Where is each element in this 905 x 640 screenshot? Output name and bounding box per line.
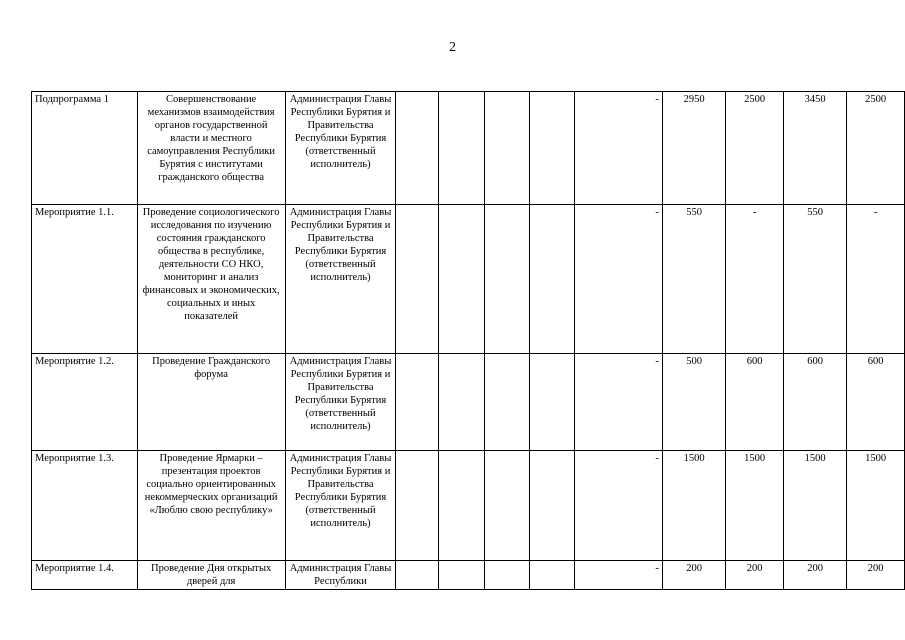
empty-cell: [529, 451, 574, 561]
dash-cell: -: [575, 451, 663, 561]
empty-cell: [485, 561, 529, 590]
value-cell: 550: [662, 205, 725, 354]
dash-cell: -: [575, 205, 663, 354]
row-executor: Администрация Главы Республики Бурятия и Правительства Республики Бурятия (ответственный исполнитель): [285, 205, 396, 354]
empty-cell: [529, 354, 574, 451]
row-description: Проведение Дня открытых дверей для: [137, 561, 285, 590]
empty-cell: [485, 205, 529, 354]
table-row: [32, 451, 905, 561]
table-row: [32, 92, 905, 205]
row-name: Мероприятие 1.2.: [32, 354, 138, 451]
empty-cell: [396, 561, 438, 590]
program-budget-table: [31, 91, 905, 590]
dash-cell: -: [575, 354, 663, 451]
row-executor: Администрация Главы Республики: [285, 561, 396, 590]
value-cell: 2500: [726, 92, 784, 205]
value-cell: 200: [662, 561, 725, 590]
table-row: [32, 354, 905, 451]
value-cell: 2950: [662, 92, 725, 205]
empty-cell: [485, 354, 529, 451]
row-executor: Администрация Главы Республики Бурятия и Правительства Республики Бурятия (ответственный исполнитель): [285, 354, 396, 451]
empty-cell: [529, 92, 574, 205]
empty-cell: [529, 205, 574, 354]
row-executor: Администрация Главы Республики Бурятия и Правительства Республики Бурятия (ответственный исполнитель): [285, 92, 396, 205]
empty-cell: [438, 451, 484, 561]
empty-cell: [529, 561, 574, 590]
value-cell: 200: [847, 561, 905, 590]
value-cell: 600: [783, 354, 846, 451]
dash-cell: -: [575, 561, 663, 590]
page-number: 2: [449, 40, 456, 55]
empty-cell: [438, 92, 484, 205]
empty-cell: [396, 92, 438, 205]
value-cell: 1500: [783, 451, 846, 561]
value-cell: -: [847, 205, 905, 354]
row-name: Подпрограмма 1: [32, 92, 138, 205]
value-cell: 200: [726, 561, 784, 590]
row-executor: Администрация Главы Республики Бурятия и Правительства Республики Бурятия (ответственный исполнитель): [285, 451, 396, 561]
empty-cell: [438, 205, 484, 354]
table-row: [32, 205, 905, 354]
value-cell: 1500: [662, 451, 725, 561]
empty-cell: [438, 354, 484, 451]
value-cell: 500: [662, 354, 725, 451]
empty-cell: [485, 451, 529, 561]
value-cell: 2500: [847, 92, 905, 205]
empty-cell: [438, 561, 484, 590]
value-cell: 1500: [726, 451, 784, 561]
row-name: Мероприятие 1.1.: [32, 205, 138, 354]
table-row: [32, 561, 905, 590]
empty-cell: [485, 92, 529, 205]
empty-cell: [396, 354, 438, 451]
value-cell: 550: [783, 205, 846, 354]
row-description: Проведение Ярмарки – презентация проектов социально ориентированных некоммерческих организаций «Люблю свою республику»: [137, 451, 285, 561]
row-description: Совершенствование механизмов взаимодействия органов государственной власти и местного самоуправления Республики Бурятия с институтами гражданского общества: [137, 92, 285, 205]
value-cell: 3450: [783, 92, 846, 205]
row-description: Проведение социологического исследования по изучению состояния гражданского общества в республике, деятельности СО НКО, мониторинг и анализ финансовых и экономических, социальных и иных показателей: [137, 205, 285, 354]
row-description: Проведение Гражданского форума: [137, 354, 285, 451]
value-cell: 1500: [847, 451, 905, 561]
row-name: Мероприятие 1.4.: [32, 561, 138, 590]
value-cell: -: [726, 205, 784, 354]
dash-cell: -: [575, 92, 663, 205]
value-cell: 600: [726, 354, 784, 451]
value-cell: 600: [847, 354, 905, 451]
empty-cell: [396, 205, 438, 354]
row-name: Мероприятие 1.3.: [32, 451, 138, 561]
value-cell: 200: [783, 561, 846, 590]
empty-cell: [396, 451, 438, 561]
